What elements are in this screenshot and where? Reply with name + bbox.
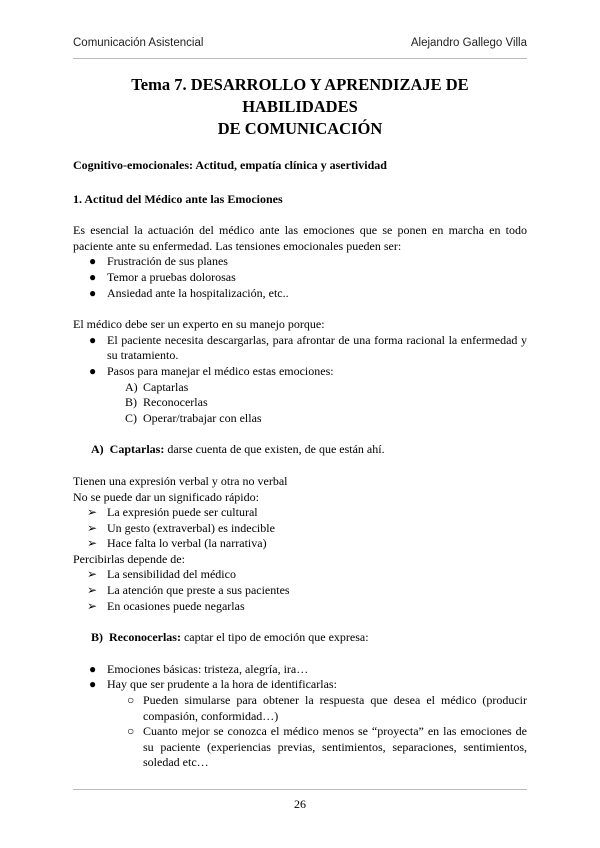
list-item: ● Temor a pruebas dolorosas (89, 269, 236, 284)
list-item: ● Frustración de sus planes (89, 254, 228, 269)
list-item: ● Hay que ser prudente a la hora de identificarlas: (89, 677, 337, 692)
list-item: A) Captarlas (125, 379, 189, 394)
list-item: ➢ Hace falta lo verbal (la narrativa) (87, 536, 267, 551)
title-line-1: Tema 7. DESARROLLO Y APRENDIZAJE DE HABILIDADES (131, 75, 469, 116)
perceive-line: Percibirlas depende de: (73, 551, 185, 566)
recognize-list (73, 662, 527, 693)
rapid-list (73, 505, 527, 552)
list-item: ➢ La sensibilidad del médico (87, 567, 236, 582)
list-item: ● El paciente necesita descargarlas, para afrontar de una forma racional la enfermedad y su tratamiento. (89, 332, 527, 363)
list-item: ● Emociones básicas: tristeza, alegría, ira… (89, 661, 309, 676)
footer-divider (73, 789, 527, 790)
list-item: ○ Cuanto mejor se conozca el médico menos se “proyecta” en las emociones de su paciente (experiencias previas, sentimientos, separaciones, sentimientos, soledad etc… (127, 724, 527, 770)
list-item: ➢ La atención que preste a sus pacientes (87, 583, 290, 598)
tensions-list (73, 254, 527, 301)
perceive-list (73, 567, 527, 614)
header-course: Comunicación Asistencial (73, 37, 204, 49)
expert-list (73, 333, 527, 380)
list-item: ➢ Un gesto (extraverbal) es indecible (87, 520, 275, 535)
list-item: B) Reconocerlas (125, 395, 208, 410)
steps-list (73, 380, 527, 427)
list-item: ➢ La expresión puede ser cultural (87, 505, 258, 520)
intro-paragraph: Es esencial la actuación del médico ante las emociones que se ponen en marcha en todo paciente ante su enfermedad. Las tensiones emocionales pueden ser: (73, 223, 527, 253)
rapid-meaning-line: No se puede dar un significado rápido: (73, 489, 259, 504)
expression-line: Tienen una expresión verbal y otra no verbal (73, 473, 288, 488)
reconocerlas-heading: B) Reconocerlas: captar el tipo de emoción que expresa: (91, 630, 369, 645)
subtitle: Cognitivo-emocionales: Actitud, empatía clínica y asertividad (73, 158, 387, 172)
page-content (73, 74, 527, 771)
list-item: ● Pasos para manejar el médico estas emociones: (89, 363, 334, 378)
section-heading: 1. Actitud del Médico ante las Emociones (73, 191, 283, 206)
list-item: ➢ En ocasiones puede negarlas (87, 598, 245, 613)
expert-intro: El médico debe ser un experto en su manejo porque: (73, 317, 325, 332)
page-title (73, 74, 527, 140)
list-item: C) Operar/trabajar con ellas (125, 410, 262, 425)
header-divider (73, 58, 527, 59)
list-item: ○ Pueden simularse para obtener la respuesta que desea el médico (producir compasión, conformidad…) (127, 693, 527, 723)
page-number: 26 (294, 797, 306, 811)
header-author: Alejandro Gallego Villa (410, 37, 527, 49)
prudence-sublist (73, 693, 527, 771)
list-item: ● Ansiedad ante la hospitalización, etc.. (89, 285, 289, 300)
title-line-2: DE COMUNICACIÓN (217, 119, 383, 138)
captarlas-heading: A) Captarlas: darse cuenta de que existen, de que están ahí. (91, 442, 385, 457)
